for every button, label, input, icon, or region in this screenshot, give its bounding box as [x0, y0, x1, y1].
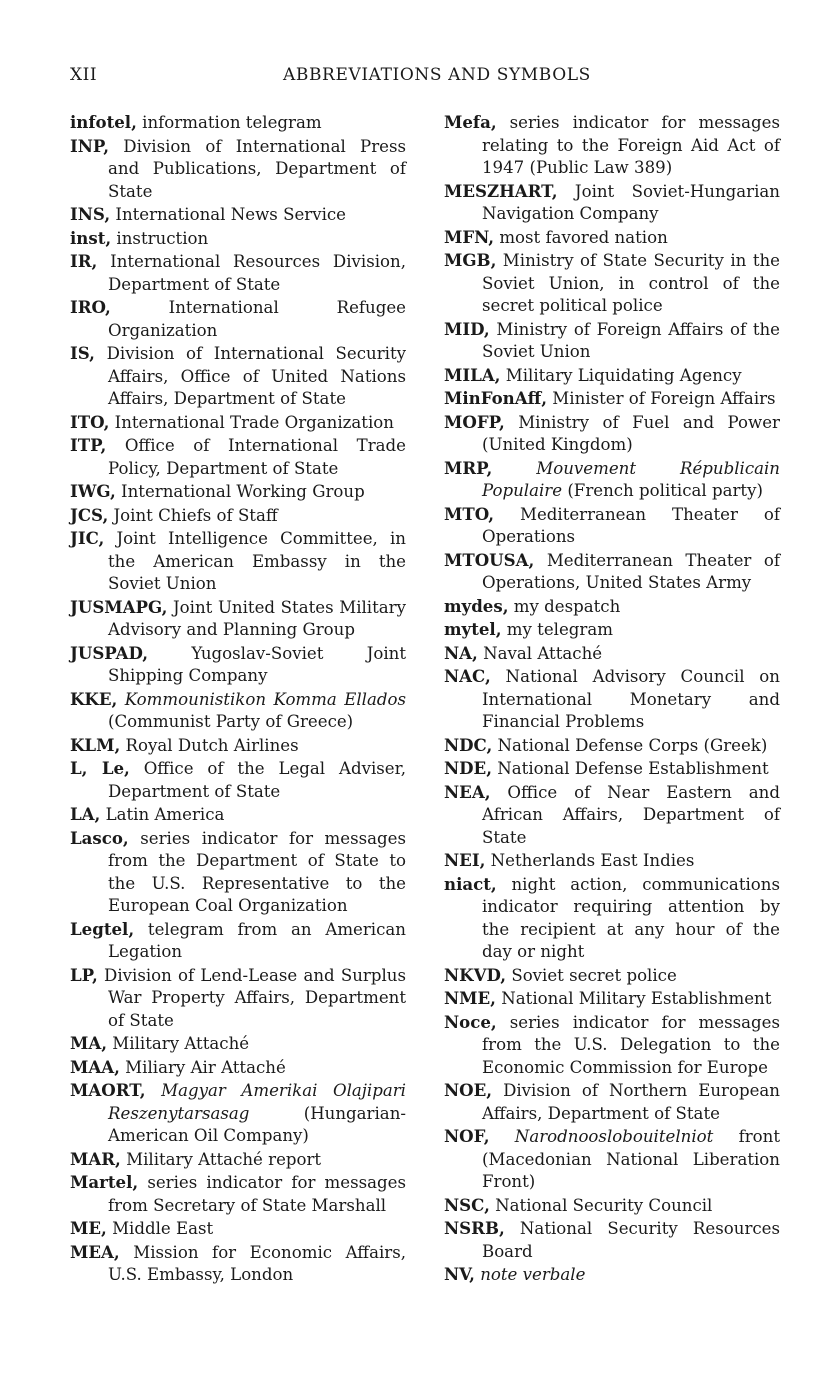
entry-term: Legtel, [70, 918, 135, 939]
entry-term: KKE, [70, 688, 118, 709]
glossary-entry [444, 642, 780, 666]
glossary-entry [444, 665, 780, 734]
glossary-entry [444, 618, 780, 642]
glossary-entry [444, 757, 780, 781]
entry-definition: Ministry of State Security in the Soviet Union, in control of the secret political police [482, 251, 780, 315]
entry-definition [117, 690, 124, 709]
entry-term: MTOUSA, [444, 549, 535, 570]
glossary-entry [70, 504, 406, 528]
glossary-entry [70, 527, 406, 596]
entry-definition: Office of Near Eastern and African Affairs, Department of State [482, 782, 780, 847]
entry-term: IS, [70, 343, 95, 363]
entry-definition: my telegram [501, 620, 613, 639]
entry-term: Lasco, [70, 827, 129, 848]
entry-definition: series indicator for messages relating to the Foreign Aid Act of 1947 (Public Law 389) [482, 113, 780, 177]
entry-term: MAORT, [70, 1080, 146, 1100]
entry-term: NME, [444, 988, 496, 1008]
entry-term: INP, [70, 135, 110, 156]
entry-definition: Mediterranean Theater of Operations, United States Army [482, 550, 780, 592]
entry-term: ITO, [70, 411, 110, 432]
entry-term: NDE, [444, 758, 492, 778]
entry-term: MGB, [444, 250, 497, 270]
glossary-entry [444, 734, 780, 758]
glossary-entry [70, 1056, 406, 1080]
glossary-entry [70, 1079, 406, 1148]
entry-definition: Latin America [100, 805, 225, 824]
entry-definition: Miliary Air Attaché [119, 1057, 286, 1077]
entry-term: JUSMAPG, [70, 596, 168, 617]
entry-term: NOF, [444, 1126, 490, 1146]
entry-definition: International Refugee Organization [108, 298, 406, 340]
entry-term: infotel, [70, 112, 137, 132]
glossary-entry [70, 688, 406, 734]
glossary-entry [444, 1263, 780, 1287]
entry-term: NEI, [444, 850, 486, 870]
page-number: XII [70, 65, 98, 85]
entry-definition: National Security Council [489, 1195, 713, 1215]
entry-definition: Netherlands East Indies [485, 851, 695, 870]
glossary-entry [444, 180, 780, 226]
glossary-entry [70, 111, 406, 135]
glossary-entry [444, 549, 780, 595]
entry-definition: Middle East [106, 1219, 214, 1238]
entry-definition: International News Service [110, 205, 347, 224]
glossary-entry [444, 781, 780, 850]
entry-definition: National Advisory Council on International Monetary and Financial Problems [482, 667, 780, 731]
entry-term: MEA, [70, 1241, 120, 1262]
entry-definition: Office of International Trade Policy, Department of State [106, 436, 406, 478]
entry-term: IWG, [70, 481, 116, 501]
glossary-entry [444, 964, 780, 988]
entry-term: inst, [70, 227, 112, 248]
glossary-entry [444, 1011, 780, 1080]
entry-definition: Royal Dutch Airlines [120, 735, 299, 755]
entry-definition: Division of Lend-Lease and Surplus War Property Affairs, Department of State [97, 965, 406, 1030]
entry-definition: Minister of Foreign Affairs [547, 389, 776, 408]
entry-definition: National Defense Corps (Greek) [492, 735, 768, 755]
entry-term: Noce, [444, 1011, 497, 1032]
entry-definition: Division of International Press and Publications, Department of State [108, 136, 406, 201]
entry-term: NSC, [444, 1194, 490, 1215]
entry-definition: Mission for Economic Affairs, U.S. Embassy, London [108, 1242, 406, 1284]
entry-definition: Soviet secret police [506, 965, 677, 985]
entry-definition: International Trade Organization [109, 412, 394, 432]
entry-definition: (French political party) [562, 481, 763, 500]
entry-definition: Mediterranean Theater of Operations [482, 504, 780, 546]
glossary-entry [70, 434, 406, 480]
entry-term: NOE, [444, 1080, 493, 1100]
entry-term: NKVD, [444, 964, 507, 985]
entry-definition: front (Macedonian National Liberation Front) [482, 1127, 780, 1191]
entry-definition: (Hungarian-American Oil Company) [108, 1103, 406, 1145]
glossary-entry [444, 364, 780, 388]
entry-definition: Military Attaché report [120, 1149, 322, 1169]
running-header-title: ABBREVIATIONS AND SYMBOLS [283, 65, 591, 85]
entry-term: MESZHART, [444, 180, 558, 201]
entry-definition: International Resources Division, Department of State [97, 252, 406, 294]
glossary-entry [70, 135, 406, 204]
entry-term: JIC, [70, 528, 105, 548]
glossary-entry [70, 1241, 406, 1287]
entry-term: INS, [70, 204, 111, 224]
entry-definition: Office of the Legal Adviser, Department of State [108, 759, 406, 801]
entry-term: IR, [70, 251, 98, 271]
entry-term: MA, [70, 1033, 108, 1053]
entry-definition: instruction [111, 228, 209, 248]
glossary-entry [444, 849, 780, 873]
entry-definition: series indicator for messages from the U.S. Delegation to the Economic Commission for Europe [482, 1012, 780, 1077]
entry-foreign-term: Mouvement Républicain Populaire [482, 458, 780, 500]
entry-term: ME, [70, 1218, 107, 1238]
glossary-entry [444, 387, 780, 411]
glossary-entry [70, 734, 406, 758]
entry-term: MAR, [70, 1148, 121, 1169]
entry-term: IRO, [70, 297, 111, 317]
entry-definition: telegram from an American Legation [108, 919, 406, 961]
glossary-entry [444, 503, 780, 549]
entry-definition: most favored nation [494, 227, 668, 247]
glossary-entry [70, 1032, 406, 1056]
entry-definition: my despatch [508, 596, 621, 616]
entry-definition: National Defense Establishment [491, 759, 769, 778]
glossary-entry [444, 226, 780, 250]
entry-definition: National Military Establishment [495, 989, 772, 1008]
entry-term: NEA, [444, 781, 491, 802]
entry-term: NDC, [444, 734, 493, 755]
glossary-entry [70, 596, 406, 642]
entry-foreign-term: note verbale [480, 1265, 586, 1284]
glossary-entry [70, 250, 406, 296]
right-column [444, 111, 780, 1287]
entry-term: mydes, [444, 595, 509, 616]
entry-term: ITP, [70, 435, 107, 455]
entry-definition: information telegram [136, 113, 322, 132]
entry-definition: Naval Attaché [477, 643, 603, 663]
glossary-entry [444, 987, 780, 1011]
entry-definition: International Working Group [115, 482, 365, 501]
glossary-entry [444, 1194, 780, 1218]
entry-term: Martel, [70, 1172, 139, 1192]
entry-definition: Joint Intelligence Committee, in the American Embassy in the Soviet Union [104, 529, 406, 593]
entry-term: KLM, [70, 734, 121, 755]
entry-term: MFN, [444, 226, 495, 247]
glossary-entry [444, 318, 780, 364]
entry-term: mytel, [444, 619, 502, 639]
glossary-entry [70, 203, 406, 227]
entry-definition: Joint United States Military Advisory and Planning Group [108, 597, 406, 639]
entry-term: niact, [444, 873, 497, 894]
entry-definition: series indicator for messages from Secretary of State Marshall [108, 1173, 406, 1215]
glossary-entry [444, 1217, 780, 1263]
entry-term: NA, [444, 642, 478, 663]
entry-term: LP, [70, 964, 98, 985]
glossary-entry [444, 111, 780, 180]
glossary-entry [70, 1217, 406, 1241]
glossary-entry [70, 480, 406, 504]
entry-term: MTO, [444, 503, 494, 524]
entry-definition: night action, communications indicator requiring attention by the recipient at any hour of the day or night [482, 874, 780, 961]
glossary-entry [70, 827, 406, 918]
entry-foreign-term: Magyar Amerikai Olajipari Reszenytarsasag [108, 1081, 406, 1123]
entry-foreign-term: Kommounistikon Komma Ellados [124, 689, 406, 709]
glossary-entry [70, 296, 406, 342]
glossary-entry [444, 411, 780, 457]
entry-definition: Joint Chiefs of Staff [108, 505, 278, 525]
glossary-entry [70, 918, 406, 964]
glossary-entry [70, 757, 406, 803]
entry-definition: Ministry of Fuel and Power (United Kingdom) [482, 412, 780, 454]
entry-definition [146, 1081, 162, 1100]
left-column [70, 111, 406, 1287]
glossary-entry [70, 227, 406, 251]
entry-foreign-term: Narodnooslobouitelniot [514, 1127, 714, 1146]
entry-term: L, Le, [70, 758, 130, 778]
glossary-entry [70, 964, 406, 1033]
entry-definition [492, 459, 536, 478]
entry-definition: series indicator for messages from the Department of State to the U.S. Representative to the European Coal Organization [108, 828, 406, 915]
entry-definition [490, 1127, 515, 1146]
glossary-entry [444, 457, 780, 503]
entry-term: MILA, [444, 364, 501, 385]
entry-term: MAA, [70, 1056, 120, 1077]
glossary-entry [444, 1079, 780, 1125]
glossary-entry [70, 1171, 406, 1217]
entry-term: MinFonAff, [444, 388, 548, 408]
entry-definition: Yugoslav-Soviet Joint Shipping Company [108, 643, 406, 685]
entry-term: MID, [444, 318, 490, 339]
glossary-entry [70, 642, 406, 688]
entry-term: LA, [70, 804, 101, 824]
glossary-entry [444, 595, 780, 619]
glossary-entry [444, 1125, 780, 1194]
entry-definition: National Security Resources Board [482, 1219, 780, 1261]
glossary-entry [70, 342, 406, 411]
entry-term: MOFP, [444, 411, 505, 432]
entry-term: NSRB, [444, 1218, 505, 1238]
entry-term: JUSPAD, [70, 642, 149, 663]
entry-term: MRP, [444, 457, 493, 478]
entry-definition: Division of Northern European Affairs, Department of State [482, 1081, 780, 1123]
entry-definition: (Communist Party of Greece) [108, 712, 354, 731]
entry-definition: Division of International Security Affairs, Office of United Nations Affairs, Department of State [94, 344, 406, 408]
entry-term: Mefa, [444, 112, 497, 132]
entry-definition: Military Liquidating Agency [500, 365, 742, 385]
glossary-entry [444, 873, 780, 964]
entry-term: JCS, [70, 504, 109, 525]
glossary-entry [70, 411, 406, 435]
entry-definition: Joint Soviet-Hungarian Navigation Company [482, 181, 780, 223]
entry-term: NV, [444, 1264, 475, 1284]
entry-term: NAC, [444, 666, 491, 686]
glossary-entry [70, 803, 406, 827]
entry-definition: Military Attaché [107, 1034, 250, 1053]
glossary-entry [444, 249, 780, 318]
glossary-entry [70, 1148, 406, 1172]
entry-definition: Ministry of Foreign Affairs of the Soviet Union [482, 319, 780, 361]
